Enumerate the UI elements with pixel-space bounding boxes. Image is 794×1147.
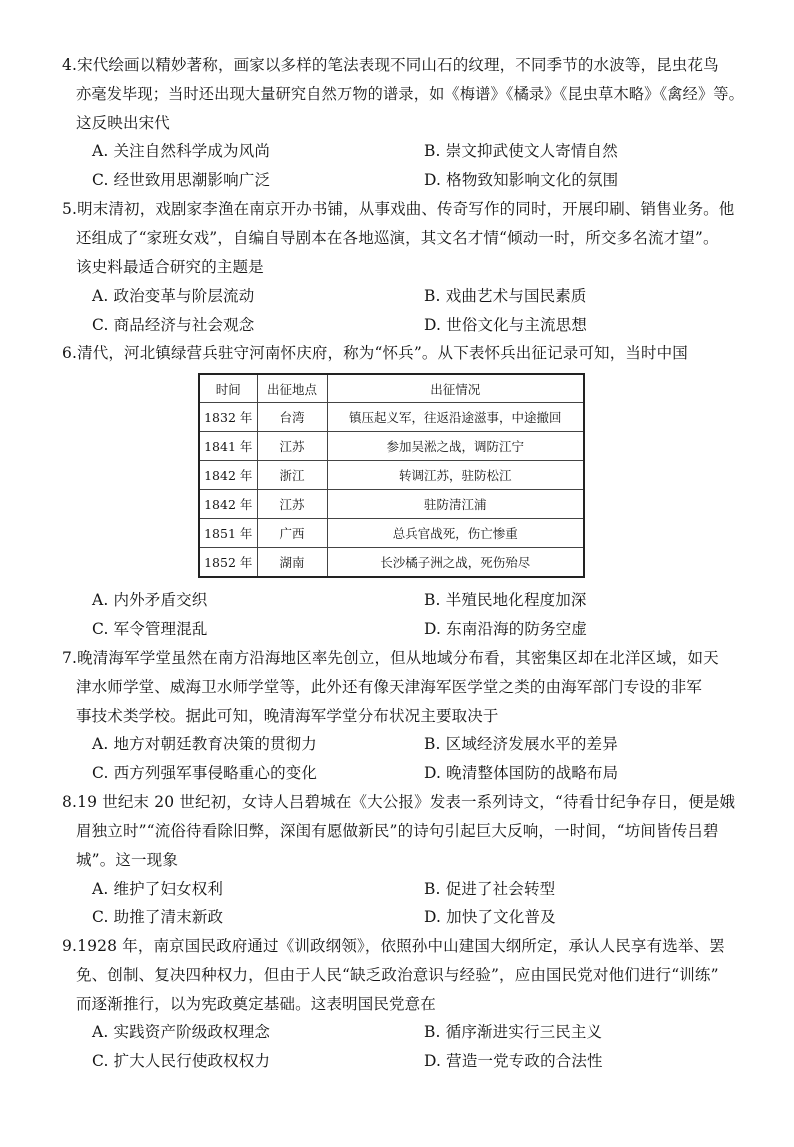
option-4b[interactable]: B. 崇文抑武使文人寄情自然: [424, 142, 618, 160]
table-cell-location: 浙江: [257, 461, 327, 490]
table-row: [199, 432, 584, 461]
question-9-line-1: 9.1928 年，南京国民政府通过《训政纲领》，依照孙中山建国大纲所定，承认人民享有选举、罢: [62, 937, 725, 955]
table-cell-location: 江苏: [257, 490, 327, 519]
table-cell-time: 1851 年: [199, 519, 257, 548]
option-6d[interactable]: D. 东南沿海的防务空虚: [424, 620, 588, 638]
option-9d[interactable]: D. 营造一党专政的合法性: [424, 1052, 603, 1070]
option-7a[interactable]: A. 地方对朝廷教育决策的贯彻力: [92, 735, 317, 753]
table-cell-situation: 驻防清江浦: [327, 490, 584, 519]
table-cell-time: 1842 年: [199, 461, 257, 490]
table-header-situation: 出征情况: [327, 374, 584, 403]
question-8-line-2: 眉独立时”“流俗待看除旧弊，深闺有愿做新民”的诗句引起巨大反响，一时间，“坊间皆传吕碧: [76, 822, 719, 840]
question-9-line-2: 免、创制、复决四种权力，但由于人民“缺乏政治意识与经验”，应由国民党对他们进行“训练”: [76, 966, 719, 984]
question-7-line-3: 事技术类学校。据此可知，晚清海军学堂分布状况主要取决于: [76, 707, 499, 725]
option-8c[interactable]: C. 助推了清末新政: [92, 908, 224, 926]
question-5-line-2: 还组成了“家班女戏”，自编自导剧本在各地巡演，其文名才情“倾动一时，所交多名流才望”。: [76, 229, 719, 247]
option-6a[interactable]: A. 内外矛盾交织: [92, 591, 208, 609]
question-9-line-3: 而逐渐推行，以为宪政奠定基础。这表明国民党意在: [76, 995, 436, 1013]
table-row: [199, 548, 584, 578]
table-header-row: [199, 374, 584, 403]
option-8b[interactable]: B. 促进了社会转型: [424, 880, 556, 898]
option-8d[interactable]: D. 加快了文化普及: [424, 908, 556, 926]
option-5b[interactable]: B. 戏曲艺术与国民素质: [424, 287, 587, 305]
option-5a[interactable]: A. 政治变革与阶层流动: [92, 287, 255, 305]
table-cell-situation: 镇压起义军，往返沿途滋事，中途撤回: [327, 403, 584, 432]
question-6-line-1: 6.清代，河北镇绿营兵驻守河南怀庆府，称为“怀兵”。从下表怀兵出征记录可知，当时中国: [62, 344, 688, 362]
table-cell-time: 1842 年: [199, 490, 257, 519]
table-cell-time: 1832 年: [199, 403, 257, 432]
question-5-line-3: 该史料最适合研究的主题是: [76, 258, 264, 276]
option-5c[interactable]: C. 商品经济与社会观念: [92, 316, 255, 334]
table-cell-situation: 转调江苏，驻防松江: [327, 461, 584, 490]
table-header-time: 时间: [199, 374, 257, 403]
table-cell-location: 广西: [257, 519, 327, 548]
option-7b[interactable]: B. 区域经济发展水平的差异: [424, 735, 618, 753]
table-cell-location: 江苏: [257, 432, 327, 461]
option-9a[interactable]: A. 实践资产阶级政权理念: [92, 1023, 270, 1041]
question-8-line-1: 8.19 世纪末 20 世纪初，女诗人吕碧城在《大公报》发表一系列诗文，“待看廿纪争存日，便是娥: [62, 793, 736, 811]
option-8a[interactable]: A. 维护了妇女权利: [92, 880, 224, 898]
table-cell-situation: 长沙橘子洲之战，死伤殆尽: [327, 548, 584, 578]
option-6c[interactable]: C. 军令管理混乱: [92, 620, 208, 638]
expedition-table: [198, 373, 585, 578]
option-4a[interactable]: A. 关注自然科学成为风尚: [92, 142, 270, 160]
question-8-line-3: 城”。这一现象: [76, 851, 178, 869]
table-header-location: 出征地点: [257, 374, 327, 403]
table-cell-situation: 参加吴淞之战，调防江宁: [327, 432, 584, 461]
option-9b[interactable]: B. 循序渐进实行三民主义: [424, 1023, 603, 1041]
option-7d[interactable]: D. 晚清整体国防的战略布局: [424, 764, 619, 782]
question-7-line-1: 7.晚清海军学堂虽然在南方沿海地区率先创立，但从地域分布看，其密集区却在北洋区域，如天: [62, 649, 719, 667]
table-row: [199, 403, 584, 432]
option-6b[interactable]: B. 半殖民地化程度加深: [424, 591, 587, 609]
option-5d[interactable]: D. 世俗文化与主流思想: [424, 316, 588, 334]
option-4c[interactable]: C. 经世致用思潮影响广泛: [92, 171, 271, 189]
table-row: [199, 490, 584, 519]
question-4-line-1: 4.宋代绘画以精妙著称，画家以多样的笔法表现不同山石的纹理，不同季节的水波等，昆虫花鸟: [62, 56, 719, 74]
table-cell-time: 1852 年: [199, 548, 257, 578]
table-row: [199, 461, 584, 490]
question-5-line-1: 5.明末清初，戏剧家李渔在南京开办书铺，从事戏曲、传奇写作的同时，开展印刷、销售业务。他: [62, 200, 735, 218]
option-7c[interactable]: C. 西方列强军事侵略重心的变化: [92, 764, 318, 782]
question-7-line-2: 津水师学堂、威海卫水师学堂等，此外还有像天津海军医学堂之类的由海军部门专设的非军: [76, 678, 703, 696]
question-4-line-2: 亦毫发毕现；当时还出现大量研究自然万物的谱录，如《梅谱》《橘录》《昆虫草木略》《禽经》等。: [76, 85, 745, 103]
table-cell-location: 台湾: [257, 403, 327, 432]
question-4-line-3: 这反映出宋代: [76, 114, 170, 132]
table-row: [199, 519, 584, 548]
option-9c[interactable]: C. 扩大人民行使政权权力: [92, 1052, 271, 1070]
table-cell-time: 1841 年: [199, 432, 257, 461]
table-cell-situation: 总兵官战死，伤亡惨重: [327, 519, 584, 548]
table-cell-location: 湖南: [257, 548, 327, 578]
option-4d[interactable]: D. 格物致知影响文化的氛围: [424, 171, 619, 189]
